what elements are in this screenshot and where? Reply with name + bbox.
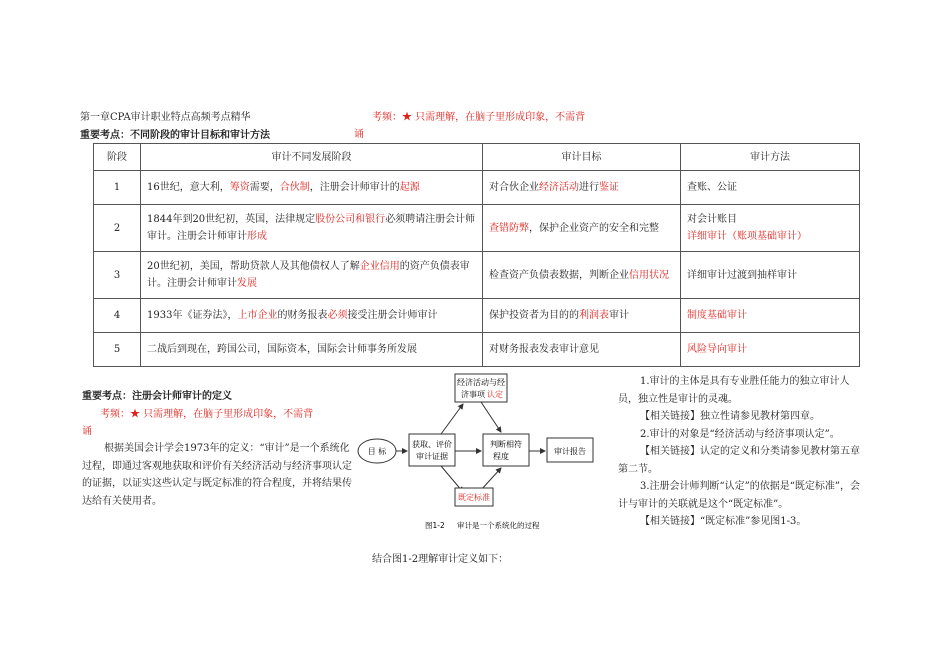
objective-cell [483, 333, 681, 367]
method-cell [681, 333, 860, 367]
highlight-text: 风险导向审计 [687, 344, 747, 355]
highlight-text: 上市企业 [237, 310, 278, 321]
figure-title: 审计是一个系统化的过程 [457, 521, 540, 530]
header-development: 审计不同发展阶段 [141, 144, 483, 171]
frequency-note-2-wrap: 诵 [82, 426, 92, 437]
cell-text: 接受注册会计师审计 [347, 310, 438, 321]
note-3: 3.注册会计师判断“认定”的依据是“既定标准”，会计与审计的关联就是这个“既定标准”。 [618, 481, 860, 510]
table-row [94, 299, 860, 333]
stage-cell: 5 [94, 333, 141, 367]
cell-text: 的资产负债表审计。注册会计师审计 [147, 261, 470, 289]
highlight-text: 筹资 [229, 182, 250, 193]
header-method: 审计方法 [681, 144, 860, 171]
highlight-text: 必须 [327, 310, 348, 321]
cell-text: 查账、公证 [687, 182, 737, 193]
definition-notes [618, 373, 866, 531]
highlight-text: 鉴证 [599, 182, 619, 193]
highlight-text: 形成 [247, 231, 267, 242]
method-cell [681, 252, 860, 299]
highlight-text: 发展 [237, 278, 257, 289]
development-cell [141, 171, 483, 205]
highlight-text: 利润表 [579, 310, 609, 321]
highlight-text: 企业信用 [359, 261, 400, 272]
header-objective: 审计目标 [483, 144, 681, 171]
method-cell [681, 171, 860, 205]
econ-label-red: 认定 [487, 390, 503, 399]
cell-text: 对会计账目 [687, 214, 737, 225]
judge-label-2: 程度 [493, 452, 509, 461]
chapter-title: 第一章CPA审计职业特点高频考点精华 [80, 112, 251, 123]
note-link-3: 【相关链接】“既定标准”参见图1-3。 [640, 516, 807, 527]
note-2: 2.审计的对象是“经济活动与经济事项认定”。 [640, 428, 840, 440]
highlight-text: 起源 [399, 182, 420, 193]
cell-text: 1933年《证券法》， [147, 310, 238, 321]
stage-cell: 2 [94, 205, 141, 252]
table-header-row [94, 144, 860, 171]
goal-label: 目 标 [367, 447, 387, 456]
highlight-text: 查错防弊 [489, 222, 529, 234]
key-point-heading-definition: 重要考点：注册会计师审计的定义 [82, 391, 232, 402]
cell-text: 的财务报表 [277, 310, 328, 321]
development-cell [141, 299, 483, 333]
cell-text: 必须聘请注册会计师审计。注册会计师审计 [147, 214, 476, 242]
stage-cell: 4 [94, 299, 141, 333]
table-row [94, 171, 860, 205]
method-cell [681, 299, 860, 333]
highlight-text: 经济活动 [539, 182, 579, 193]
cell-text: 对合伙企业 [489, 182, 539, 193]
highlight-text: 股份公司和银行 [315, 214, 386, 225]
cell-text: 进行 [579, 182, 599, 193]
cell-text: 二战后到现在，跨国公司，国际资本，国际会计师事务所发展 [147, 344, 417, 355]
cell-text: 对财务报表发表审计意见 [489, 344, 599, 355]
econ-label-1: 经济活动与经 [457, 378, 505, 387]
table-row [94, 205, 860, 252]
highlight-text: 合伙制 [279, 182, 310, 193]
method-cell [681, 205, 860, 252]
objective-cell [483, 171, 681, 205]
cell-text: 16世纪，意大利， [147, 182, 230, 193]
note-link-2: 【相关链接】认定的定义和分类请参见教材第五章第二节。 [618, 446, 860, 475]
cell-text: 需要， [249, 182, 280, 193]
header-stage: 阶段 [94, 144, 141, 171]
table-row [94, 333, 860, 367]
audit-stages-table [93, 143, 860, 367]
frequency-note-2: 考频：★ 只需理解，在脑子里形成印象，不需背 [100, 409, 314, 420]
cell-text: 保护投资者为目的的 [489, 310, 579, 321]
cell-text: 检查资产负债表数据，判断企业 [489, 269, 629, 281]
obtain-evidence-node [409, 434, 455, 466]
highlight-text: 信用状况 [629, 269, 669, 281]
criteria-label: 既定标准 [458, 493, 490, 502]
audit-process-diagram [355, 368, 605, 538]
development-cell [141, 333, 483, 367]
cell-text: 20世纪初，美国，帮助贷款人及其他债权人了解 [147, 261, 360, 272]
obtain-label-2: 审计证据 [416, 452, 448, 461]
cell-text: 审计 [609, 310, 629, 321]
objective-cell [483, 252, 681, 299]
diagram-caption: 结合图1-2理解审计定义如下： [372, 554, 509, 565]
development-cell [141, 252, 483, 299]
key-point-heading-stages: 重要考点：不同阶段的审计目标和审计方法 [80, 130, 270, 141]
table-row [94, 252, 860, 299]
cell-text: ，保护企业资产的安全和完整 [529, 222, 659, 234]
development-cell [141, 205, 483, 252]
frequency-note: 考频：★ 只需理解，在脑子里形成印象，不需背 [372, 112, 586, 123]
objective-cell [483, 205, 681, 252]
definition-paragraph: 根据美国会计学会1973年的定义：“审计”是一个系统化过程，即通过客观地获取和评价有关经济活动与经济事项认定的证据，以证实这些认定与既定标准的符合程度，并将结果传达给有关使用者。 [82, 443, 352, 507]
report-label: 审计报告 [554, 447, 586, 456]
note-1: 1.审计的主体是具有专业胜任能力的独立审计人员，独立性是审计的灵魂。 [618, 376, 850, 405]
highlight-text: 制度基础审计 [687, 310, 747, 321]
cell-text: 详细审计过渡到抽样审计 [687, 269, 797, 281]
stage-cell: 1 [94, 171, 141, 205]
note-link-1: 【相关链接】独立性请参见教材第四章。 [640, 411, 820, 422]
frequency-note-wrap: 诵 [354, 129, 364, 140]
cell-text: ，注册会计师审计的 [309, 182, 400, 193]
judge-conformity-node [483, 434, 529, 466]
cell-text: 1844年到20世纪初，英国，法律规定 [147, 214, 316, 225]
figure-number: 图1-2 [425, 521, 445, 530]
objective-cell [483, 299, 681, 333]
highlight-text: 详细审计（账项基础审计） [687, 231, 807, 242]
econ-label-2: 济事项 [461, 390, 485, 399]
stage-cell: 3 [94, 252, 141, 299]
judge-label-1: 判断相符 [490, 440, 522, 449]
obtain-label-1: 获取、评价 [412, 440, 452, 449]
